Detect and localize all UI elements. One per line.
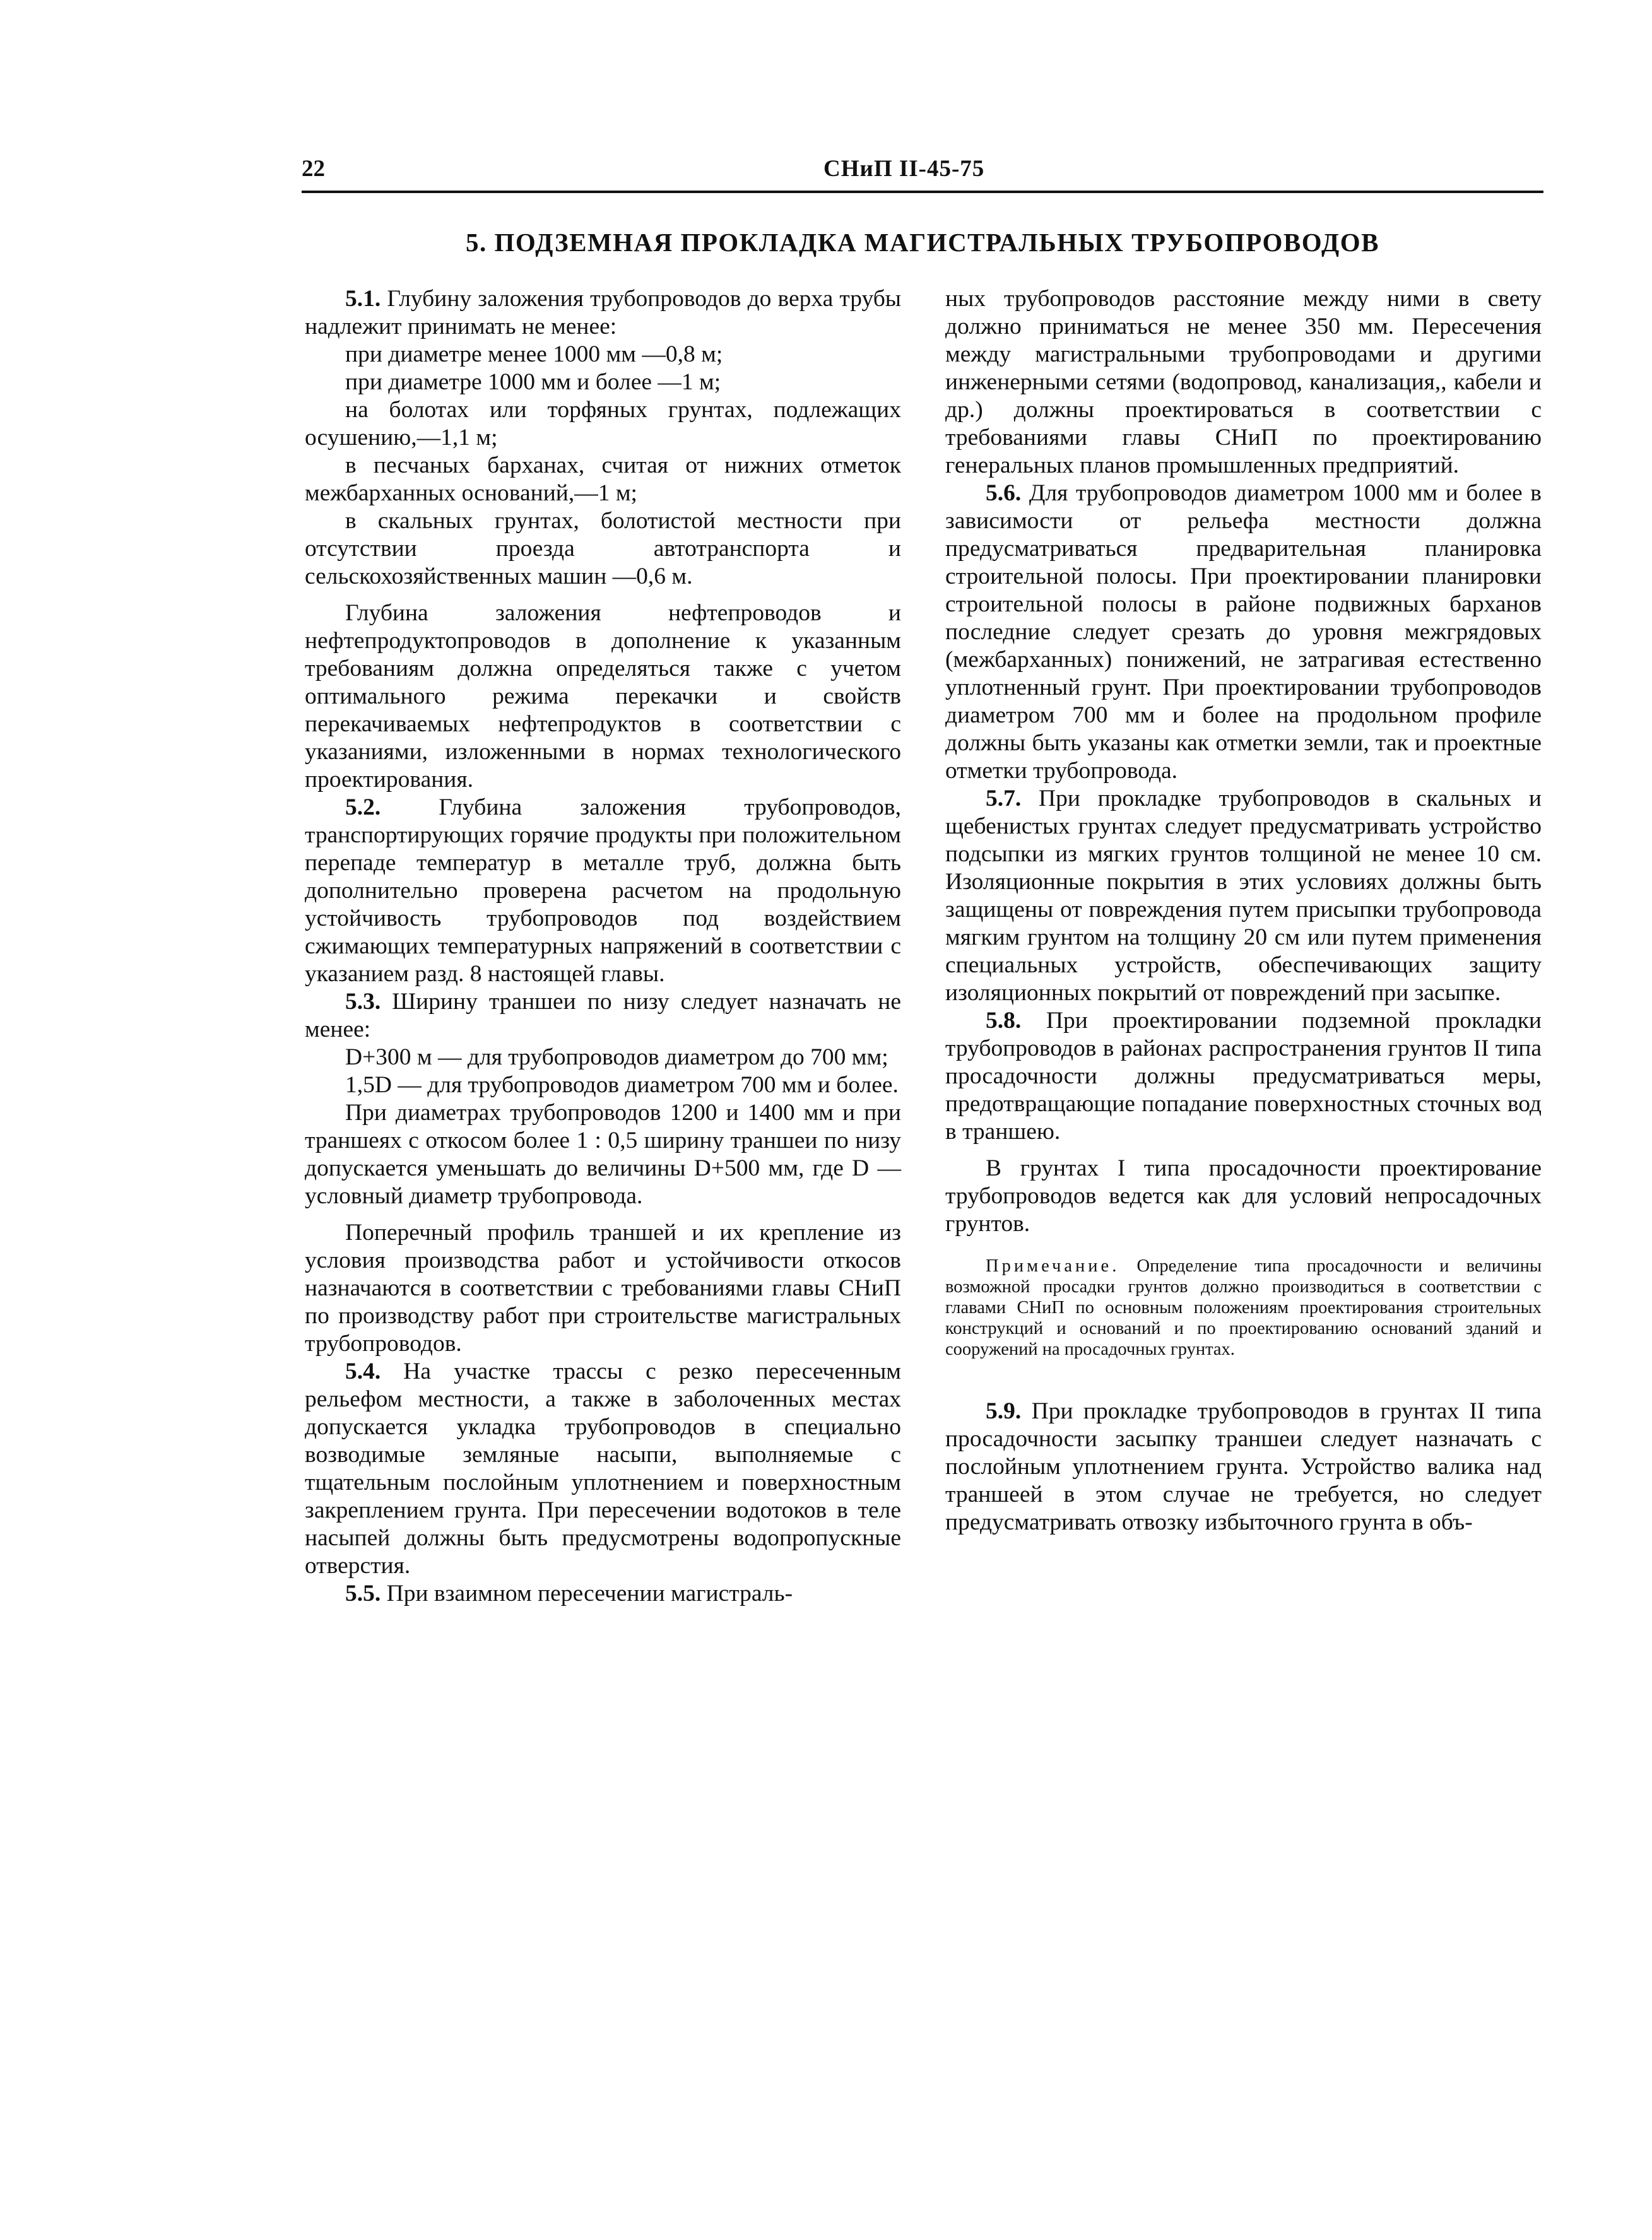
paragraph xyxy=(945,785,1542,1007)
clause-text: при диаметре 1000 мм и более —1 м; xyxy=(345,369,721,395)
clause-text: 1,5D — для трубопроводов диаметром 700 мм и более. xyxy=(345,1072,899,1098)
paragraph xyxy=(305,1358,901,1580)
paragraph xyxy=(305,1219,901,1358)
note xyxy=(945,1256,1542,1360)
note-label: Примечание. xyxy=(986,1256,1120,1276)
paragraph xyxy=(945,285,1542,480)
clause-text: Для трубопроводов диаметром 1000 мм и более в зависимости от рельефа местности должна предусматриваться предварительная планировка строительной полосы. При проектировании планировки строительной полосы в районе подвижных барханов последние следует срезать до уровня межгрядовых (межбарханных) понижений, не затрагивая естественно уплотненный грунт. При проектировании трубопроводов диаметром 700 мм и более на продольном профиле должны быть указаны как отметки земли, так и проектные отметки трубопровода. xyxy=(945,480,1542,784)
running-header: СНиП II-45-75 xyxy=(823,156,985,182)
clause-text: при диаметре менее 1000 мм —0,8 м; xyxy=(345,341,723,367)
clause-text: Глубина заложения нефтепроводов и нефтепродуктопроводов в дополнение к указанным требованиям должна определяться также с учетом оптимального режима перекачки и свойств перекачиваемых нефтепродуктов в соответствии с указаниями, изложенными в нормах технологического проектирования. xyxy=(305,600,901,793)
paragraph xyxy=(305,1580,901,1608)
paragraph xyxy=(305,452,901,507)
paragraph xyxy=(945,1007,1542,1146)
paragraph xyxy=(305,368,901,396)
clause-number: 5.3. xyxy=(345,989,381,1015)
clause-number: 5.2. xyxy=(345,794,381,820)
paragraph xyxy=(305,599,901,794)
note-text: Определение типа просадочности и величины возможной просадки грунтов должно производиться в соответствии с главами СНиП по основным положениям проектирования строительных конструкций и оснований и по проектированию оснований зданий и сооружений на просадочных грунтах. xyxy=(945,1256,1542,1359)
paragraph xyxy=(305,1099,901,1210)
page-number: 22 xyxy=(302,156,325,182)
paragraph xyxy=(305,507,901,591)
clause-number: 5.5. xyxy=(345,1581,381,1606)
clause-text: При прокладке трубопроводов в скальных и щебенистых грунтах следует предусматривать устройство подсыпки из мягких грунтов толщиной не менее 10 см. Изоляционные покрытия в этих условиях должны быть защищены от повреждения путем присыпки трубопровода мягким грунтом на толщину 20 см или путем применения специальных устройств, обеспечивающих защиту изоляционных покрытий от повреждений при засыпке. xyxy=(945,786,1542,1006)
right-column xyxy=(945,285,1542,1536)
paragraph xyxy=(305,1071,901,1099)
clause-text: При прокладке трубопроводов в грунтах II типа просадочности засыпку траншеи следует назначать с послойным уплотнением грунта. Устройство валика над траншеей в этом случае не требуется, но следует предусматривать отвозку избыточного грунта в объ- xyxy=(945,1398,1542,1535)
paragraph xyxy=(305,285,901,341)
paragraph xyxy=(305,1044,901,1071)
clause-text: в песчаных барханах, считая от нижних отметок межбарханных оснований,—1 м; xyxy=(305,452,901,506)
clause-text: При диаметрах трубопроводов 1200 и 1400 мм и при траншеях с откосом более 1 : 0,5 ширину траншеи по низу допускается уменьшать до величины D+500 мм, где D — условный диаметр трубопровода. xyxy=(305,1100,901,1209)
paragraph xyxy=(945,1398,1542,1536)
clause-number: 5.1. xyxy=(345,286,381,312)
clause-text: в скальных грунтах, болотистой местности при отсутствии проезда автотранспорта и сельскохозяйственных машин —0,6 м. xyxy=(305,508,901,589)
clause-text: D+300 м — для трубопроводов диаметром до 700 мм; xyxy=(345,1044,888,1070)
clause-text: Ширину траншеи по низу следует назначать не менее: xyxy=(305,989,901,1042)
clause-text: В грунтах I типа просадочности проектирование трубопроводов ведется как для условий непросадочных грунтов. xyxy=(945,1155,1542,1237)
clause-text: При проектировании подземной прокладки трубопроводов в районах распространения грунтов II типа просадочности должны предусматриваться меры, предотвращающие попадание поверхностных сточных вод в траншею. xyxy=(945,1008,1542,1145)
paragraph xyxy=(305,988,901,1044)
clause-text: ных трубопроводов расстояние между ними в свету должно приниматься не менее 350 мм. Пересечения между магистральными трубопроводами и другими инженерными сетями (водопровод, канализация,, кабели и др.) должны проектироваться в соответствии с требованиями главы СНиП по проектированию генеральных планов промышленных предприятий. xyxy=(945,286,1542,478)
clause-number: 5.4. xyxy=(345,1359,381,1384)
clause-text: Поперечный профиль траншей и их крепление из условия производства работ и устойчивости откосов назначаются в соответствии с требованиями главы СНиП по производству работ при строительстве магистральных трубопроводов. xyxy=(305,1220,901,1357)
clause-text: Глубина заложения трубопроводов, транспортирующих горячие продукты при положительном перепаде температур в металле труб, должна быть дополнительно проверена расчетом на продольную устойчивость трубопроводов под воздействием сжимающих температурных напряжений в соответствии с указанием разд. 8 настоящей главы. xyxy=(305,794,901,987)
section-title: 5. ПОДЗЕМНАЯ ПРОКЛАДКА МАГИСТРАЛЬНЫХ ТРУБОПРОВОДОВ xyxy=(466,228,1379,257)
clause-text: При взаимном пересечении магистраль- xyxy=(381,1581,793,1606)
clause-number: 5.7. xyxy=(986,786,1022,811)
clause-number: 5.8. xyxy=(986,1008,1022,1034)
paragraph xyxy=(305,396,901,452)
left-column xyxy=(305,285,901,1608)
paragraph xyxy=(945,1155,1542,1238)
paragraph xyxy=(305,794,901,988)
header-rule xyxy=(302,191,1543,193)
clause-number: 5.6. xyxy=(986,480,1022,506)
paragraph xyxy=(945,480,1542,785)
clause-text: Глубину заложения трубопроводов до верха трубы надлежит принимать не менее: xyxy=(305,286,901,339)
paragraph xyxy=(305,341,901,368)
clause-number: 5.9. xyxy=(986,1398,1022,1424)
clause-text: На участке трассы с резко пересеченным рельефом местности, а также в заболоченных местах допускается укладка трубопроводов в специально возводимые земляные насыпи, выполняемые с тщательным послойным уплотнением и поверхностным закреплением грунта. При пересечении водотоков в теле насыпей должны быть предусмотрены водопропускные отверстия. xyxy=(305,1359,901,1579)
clause-text: на болотах или торфяных грунтах, подлежащих осушению,—1,1 м; xyxy=(305,397,901,451)
